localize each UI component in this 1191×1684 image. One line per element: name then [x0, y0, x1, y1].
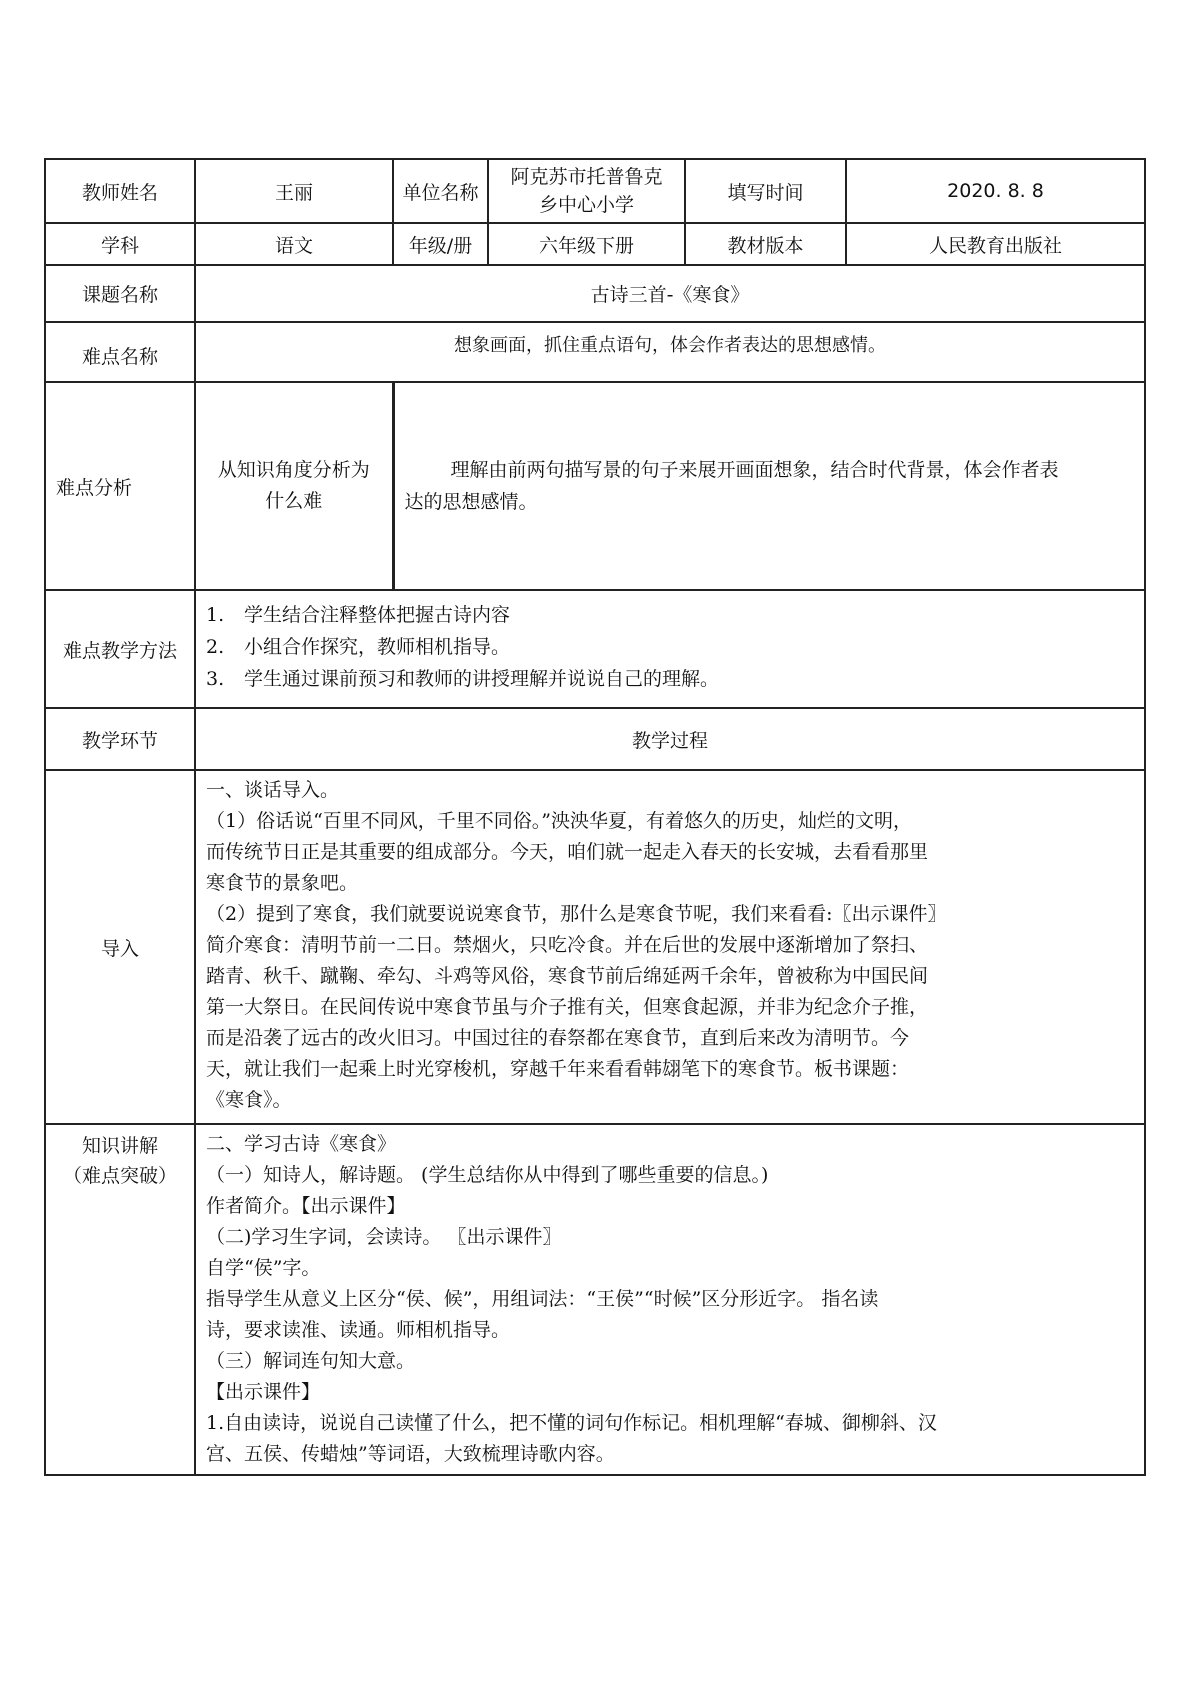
- knowledge-line: 作者简介。【出示课件】: [206, 1195, 406, 1217]
- unit-line-1: 阿克苏市托普鲁克: [510, 166, 663, 188]
- analysis-sub-label-line-2: 什么难: [265, 490, 323, 512]
- knowledge-line: 指导学生从意义上区分“侯、候”，用组词法：“王侯”“时候”区分形近字。 指名读: [206, 1288, 879, 1310]
- grade-label: 年级/册: [393, 223, 488, 265]
- knowledge-row: [45, 1124, 1145, 1475]
- subject-label: 学科: [45, 223, 195, 265]
- intro-line: 踏青、秋千、蹴鞠、牵勾、斗鸡等风俗，寒食节前后绵延两千余年，曾被称为中国民间: [206, 965, 929, 987]
- knowledge-line: （三）解词连句知大意。: [206, 1350, 416, 1372]
- intro-line: （1）俗话说“百里不同风，千里不同俗。”泱泱华夏，有着悠久的历史，灿烂的文明，: [206, 810, 913, 832]
- analysis-label: 难点分析: [45, 382, 195, 590]
- method-item-number: 3.: [206, 668, 225, 690]
- topic-label: 课题名称: [45, 265, 195, 322]
- analysis-sub-label: [195, 382, 393, 590]
- method-item: [206, 599, 1134, 631]
- date-label: 填写时间: [685, 159, 846, 223]
- method-item: [206, 631, 1134, 663]
- method-item-text: 学生结合注释整体把握古诗内容: [244, 604, 511, 626]
- method-item: [206, 663, 1134, 695]
- teacher-value: 王丽: [195, 159, 393, 223]
- intro-row: [45, 770, 1145, 1124]
- lesson-plan-table: [44, 158, 1146, 1476]
- intro-line: 天，就让我们一起乘上时光穿梭机，穿越千年来看看韩翃笔下的寒食节。板书课题：: [206, 1058, 910, 1080]
- header-row-2: [45, 223, 1145, 265]
- intro-text: [195, 770, 1145, 1124]
- knowledge-line: （一）知诗人，解诗题。 (学生总结你从中得到了哪些重要的信息。): [206, 1164, 769, 1186]
- analysis-sub-label-line-1: 从知识角度分析为: [217, 459, 370, 481]
- knowledge-line: 1.自由读诗，说说自己读懂了什么，把不懂的词句作标记。相机理解“春城、御柳斜、汉: [206, 1412, 937, 1434]
- analysis-text-line-2: 达的思想感情。: [404, 491, 538, 513]
- method-list: [195, 590, 1145, 708]
- method-item-number: 1.: [206, 604, 225, 626]
- knowledge-label-line-1: 知识讲解: [81, 1135, 158, 1157]
- intro-line: 而是沿袭了远古的改火旧习。中国过往的春祭都在寒食节，直到后来改为清明节。今: [206, 1027, 910, 1049]
- subject-value: 语文: [195, 223, 393, 265]
- knowledge-line: 自学“侯”字。: [206, 1257, 321, 1279]
- intro-label: 导入: [45, 770, 195, 1124]
- knowledge-line: （二)学习生字词，会读诗。 〖出示课件〗: [206, 1226, 562, 1248]
- difficulty-row: [45, 322, 1145, 382]
- edition-label: 教材版本: [685, 223, 846, 265]
- knowledge-line: 【出示课件】: [206, 1381, 321, 1403]
- topic-value: 古诗三首-《寒食》: [195, 265, 1145, 322]
- method-row: [45, 590, 1145, 708]
- topic-row: [45, 265, 1145, 322]
- intro-line: 第一大祭日。在民间传说中寒食节虽与介子推有关，但寒食起源，并非为纪念介子推，: [206, 996, 929, 1018]
- process-label: 教学环节: [45, 708, 195, 770]
- grade-value: 六年级下册: [488, 223, 685, 265]
- intro-line: 一、谈话导入。: [206, 779, 340, 801]
- method-item-text: 学生通过课前预习和教师的讲授理解并说说自己的理解。: [244, 668, 720, 690]
- method-item-number: 2.: [206, 636, 225, 658]
- analysis-text-line-1: 理解由前两句描写景的句子来展开画面想象，结合时代背景，体会作者表: [450, 459, 1059, 481]
- process-header-row: [45, 708, 1145, 770]
- process-value: 教学过程: [195, 708, 1145, 770]
- intro-line: 《寒食》。: [206, 1089, 292, 1111]
- knowledge-label-line-2: （难点突破）: [62, 1165, 177, 1187]
- teacher-label: 教师姓名: [45, 159, 195, 223]
- knowledge-line: 诗，要求读准、读通。师相机指导。: [206, 1319, 511, 1341]
- method-item-text: 小组合作探究，教师相机指导。: [244, 636, 511, 658]
- knowledge-line: 宫、五侯、传蜡烛”等词语，大致梳理诗歌内容。: [206, 1443, 615, 1465]
- knowledge-line: 二、学习古诗《寒食》: [206, 1133, 397, 1155]
- header-row-1: [45, 159, 1145, 223]
- knowledge-label: [45, 1124, 195, 1475]
- intro-line: 寒食节的景象吧。: [206, 872, 359, 894]
- difficulty-value: 想象画面，抓住重点语句，体会作者表达的思想感情。: [195, 322, 1145, 382]
- intro-line: （2）提到了寒食，我们就要说说寒食节，那什么是寒食节呢，我们来看看:〖出示课件〗: [206, 903, 947, 925]
- edition-value: 人民教育出版社: [846, 223, 1145, 265]
- knowledge-text: [195, 1124, 1145, 1475]
- method-label: 难点教学方法: [45, 590, 195, 708]
- date-value: 2020. 8. 8: [846, 159, 1145, 223]
- intro-line: 而传统节日正是其重要的组成部分。今天，咱们就一起走入春天的长安城，去看看那里: [206, 841, 929, 863]
- unit-line-2: 乡中心小学: [538, 194, 634, 216]
- unit-value: [488, 159, 685, 223]
- intro-line: 简介寒食：清明节前一二日。禁烟火，只吃冷食。并在后世的发展中逐渐增加了祭扫、: [206, 934, 929, 956]
- analysis-row: [45, 382, 1145, 590]
- unit-label: 单位名称: [393, 159, 488, 223]
- analysis-text: [393, 382, 1145, 590]
- difficulty-label: 难点名称: [45, 322, 195, 382]
